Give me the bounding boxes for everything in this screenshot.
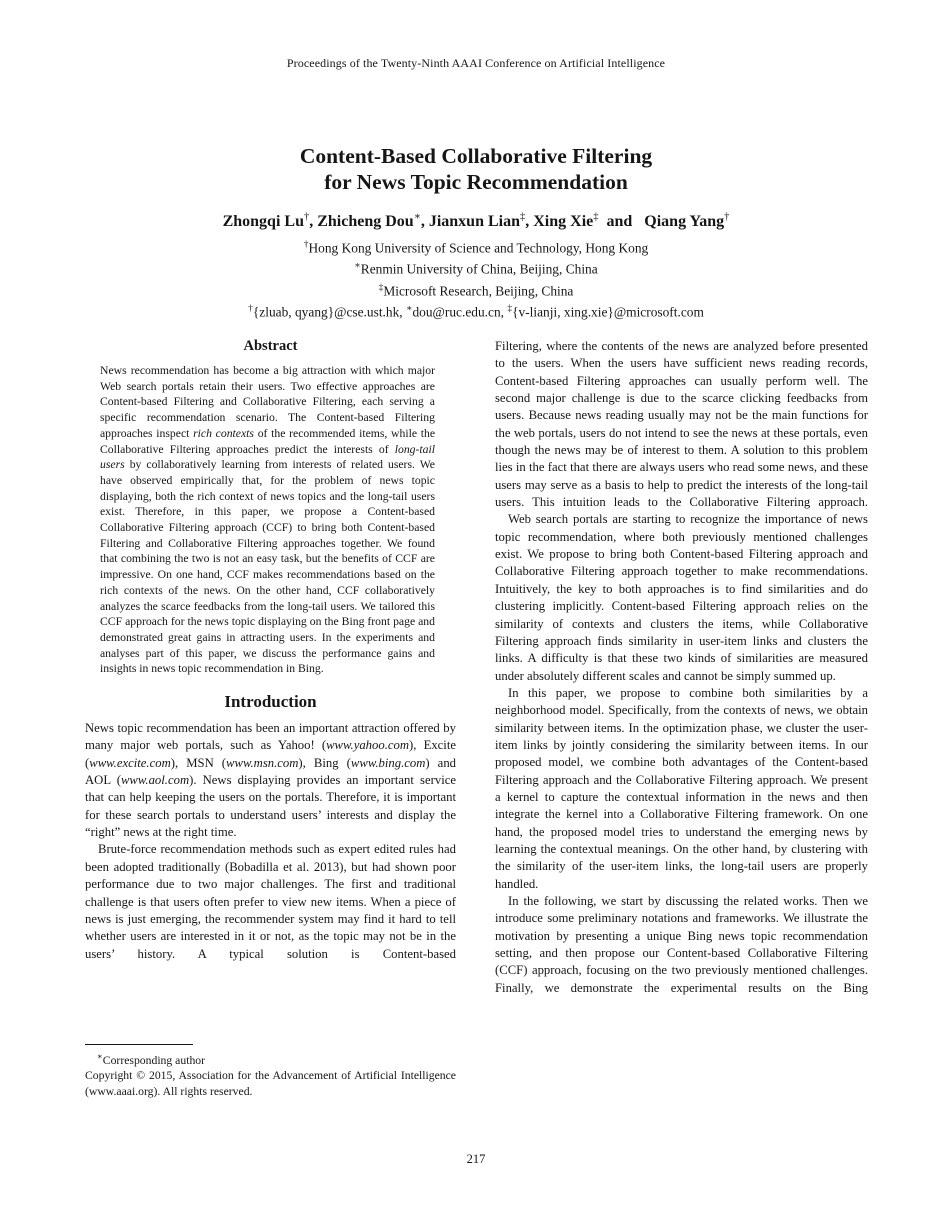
conference-header: Proceedings of the Twenty-Ninth AAAI Conference on Artificial Intelligence — [286, 56, 666, 70]
url-italic: www.bing.com — [350, 755, 426, 770]
affiliations-block — [0, 236, 952, 322]
author-name: Zhicheng Dou — [317, 213, 414, 231]
footnote-corresponding-author — [85, 1049, 456, 1068]
footnote — [85, 1044, 456, 1099]
paper-title-line-2: for News Topic Recommendation — [324, 170, 628, 194]
url-italic: www.excite.com — [89, 755, 171, 770]
author-separator: , — [420, 213, 429, 231]
right-column-paragraph-2: Web search portals are starting to recognize the importance of news topic recommendation, where both previously mentioned challenges exist. We propose to bring both Content-based Filtering approach and Collaborative Filtering approach together to make recommendations. Intuitively, the key to both approaches is to find similarities and do clustering implicitly. Content-based Filtering approach relies on the similarity of contexts and clusters the items, while Collaborative Filtering approach finds similarity in user-item links and clusters the links. A difficulty is that these two kinds of similarities are measured under absolutely different scales and cannot be simply summed up. — [495, 512, 868, 683]
author — [317, 213, 429, 230]
right-column-paragraph-3: In this paper, we propose to combine both similarities by a neighborhood model. Specifically, from the contexts of news, we obtain similarity between items. In the optimization phase, we cluster the user-item links by jointly considering the similarity between items. In our proposed model, we combine both advantages of the Content-based Filtering approach and the Collaborative Filtering approach. We present a kernel to capture the contextual information in the news and then integrate the kernel into a Collaborative Filtering framework. On one hand, the proposed model tries to understand the emerging news by learning the contextual meanings. On the other hand, by clustering with the similarity of the user-item links, the long-tail users are properly handled. — [495, 685, 868, 891]
footnote-mark: ∗ — [97, 1051, 103, 1061]
affiliation-mark: ∗ — [354, 261, 361, 272]
author-name: Qiang Yang — [644, 213, 725, 231]
left-column — [85, 338, 456, 963]
paragraph-text: ), Excite ( — [85, 738, 456, 770]
author-separator: and — [598, 213, 645, 231]
email-mark: ∗ — [405, 304, 413, 315]
author-mark: ∗ — [413, 212, 421, 223]
paragraph-text: News topic recommendation has been an important attraction offered by many major web portals, such as Yahoo! ( — [85, 721, 456, 753]
affiliation-text: Microsoft Research, Beijing, China — [383, 283, 574, 299]
right-column — [495, 338, 868, 997]
affiliation-mark: † — [303, 240, 309, 250]
paper-title-line-1: Content-Based Collaborative Filtering — [299, 144, 653, 168]
author-name: Xing Xie — [533, 213, 594, 231]
affiliation-line — [0, 236, 952, 257]
paragraph-text: ), MSN ( — [170, 755, 227, 770]
author-name: Zhongqi Lu — [222, 213, 304, 231]
footnote-copyright: Copyright © 2015, Association for the Advancement of Artificial Intelligence (www.aaai.org). All rights reserved. — [85, 1069, 456, 1098]
paper-title — [0, 143, 952, 195]
affiliation-mark: ‡ — [378, 282, 384, 293]
section-heading-introduction: Introduction — [224, 692, 317, 712]
url-italic: www.yahoo.com — [326, 738, 410, 753]
footnote-text: Corresponding author — [102, 1053, 206, 1067]
email-mark: † — [248, 304, 253, 315]
abstract-text: of the recommended items, while the Collaborative Filtering approaches predict the interests of — [100, 426, 436, 456]
url-italic: www.aol.com — [120, 773, 190, 788]
affiliation-line — [0, 279, 952, 300]
affiliation-text: Renmin University of China, Beijing, China — [360, 261, 598, 277]
author — [429, 213, 533, 230]
email-text: dou@ruc.edu.cn, — [412, 304, 508, 320]
abstract-text: News recommendation has become a big attraction with which major Web search portals retain their users. Two effective approaches are Content-based Filtering and Collaborative Filtering, each serving a specific recommendation scenario. The Content-based Filtering approaches inspect — [100, 364, 435, 440]
paragraph-text: ). News displaying provides an important service that can help keeping the users on the portals. Therefore, it is important for these search portals to understand users’ interests and display the “right” news at the right time. — [85, 773, 456, 840]
author — [644, 213, 729, 230]
right-column-paragraph-4: In the following, we start by discussing the related works. Then we introduce some preliminary notations and frameworks. We illustrate the motivation by presenting a unique Bing news topic recommendation setting, and then propose our Content-based Collaborative Filtering (CCF) approach, focusing on the two previously mentioned challenges. Finally, we demonstrate the experimental results on the Bing — [495, 894, 868, 995]
intro-paragraph-1 — [85, 720, 456, 841]
author-mark: ‡ — [593, 212, 599, 223]
email-line — [0, 300, 952, 321]
email-mark: ‡ — [507, 304, 513, 315]
author-mark: ‡ — [519, 212, 526, 223]
author — [533, 213, 644, 230]
affiliation-line — [0, 257, 952, 278]
paragraph-text: ) and AOL ( — [85, 755, 457, 788]
paragraph-text: ), Bing ( — [298, 755, 351, 770]
intro-paragraph-2: Brute-force recommendation methods such as expert edited rules had been adopted traditionally (Bobadilla et al. 2013), but had shown poor performance due to two major challenges. The first and traditional challenge is that users often prefer to view new items. When a piece of news is just emerging, the recommender system may find it hard to tell whether users are interested in it or not, as the topic may not be in the users’ history. A typical solution is Content-based — [85, 842, 456, 961]
abstract-heading: Abstract — [243, 338, 298, 354]
abstract-body — [100, 363, 435, 677]
author-separator: , — [525, 213, 534, 231]
author-mark: † — [303, 212, 310, 223]
url-italic: www.msn.com — [226, 755, 299, 770]
authors-line — [0, 211, 952, 231]
email-text: {zluab, qyang}@cse.ust.hk, — [252, 304, 406, 320]
abstract-italic-text: long-tail users — [100, 442, 435, 472]
author — [223, 213, 318, 230]
right-column-paragraph-1: Filtering, where the contents of the news are analyzed before presented to the users. When the users have sufficient news reading records, Content-based Filtering approaches can usually perform well. The second major challenge is due to the scarce clicking feedbacks from users. Because news reading usually may not be the main functions for the web portals, users do not intend to see the news at these portals, even though the news may be of interest to them. A solution to this problem lies in the fact that there are always users who read some news, and these users may serve as a basis to help to predict the interests of the long-tail users. This intuition leads to the Collaborative Filtering approach. — [495, 339, 868, 510]
abstract-italic-text: rich contexts — [193, 426, 254, 440]
abstract-text: by collaboratively learning from interests of related users. We have observed empirically that, for the problem of news topic displaying, both the rich context of news topics and the long-tail users exist. Therefore, in this paper, we propose a Content-based Collaborative Filtering approach (CCF) to bring both Content-based Filtering and Collaborative Filtering approaches together. We found that combining the two is not an easy task, but the benefits of CCF are impressive. On one hand, CCF makes recommendations based on the rich contexts of the news. On the other hand, CCF collaboratively analyzes the scarce feedbacks from the long-tail users. We tailored this CCF approach for the news topic displaying on the Bing front page and demonstrated great gains in attracting users. In the experiments and analyses part of this paper, we discuss the performance gains and insights in news topic recommendation in Bing. — [100, 458, 435, 676]
page-number: 217 — [466, 1152, 486, 1166]
affiliation-text: Hong Kong University of Science and Technology, Hong Kong — [308, 240, 649, 256]
author-name: Jianxun Lian — [428, 213, 520, 231]
email-text: {v-lianji, xing.xie}@microsoft.com — [512, 304, 704, 320]
author-separator: , — [309, 213, 318, 231]
author-mark: † — [724, 212, 730, 223]
footnote-divider — [85, 1044, 193, 1045]
